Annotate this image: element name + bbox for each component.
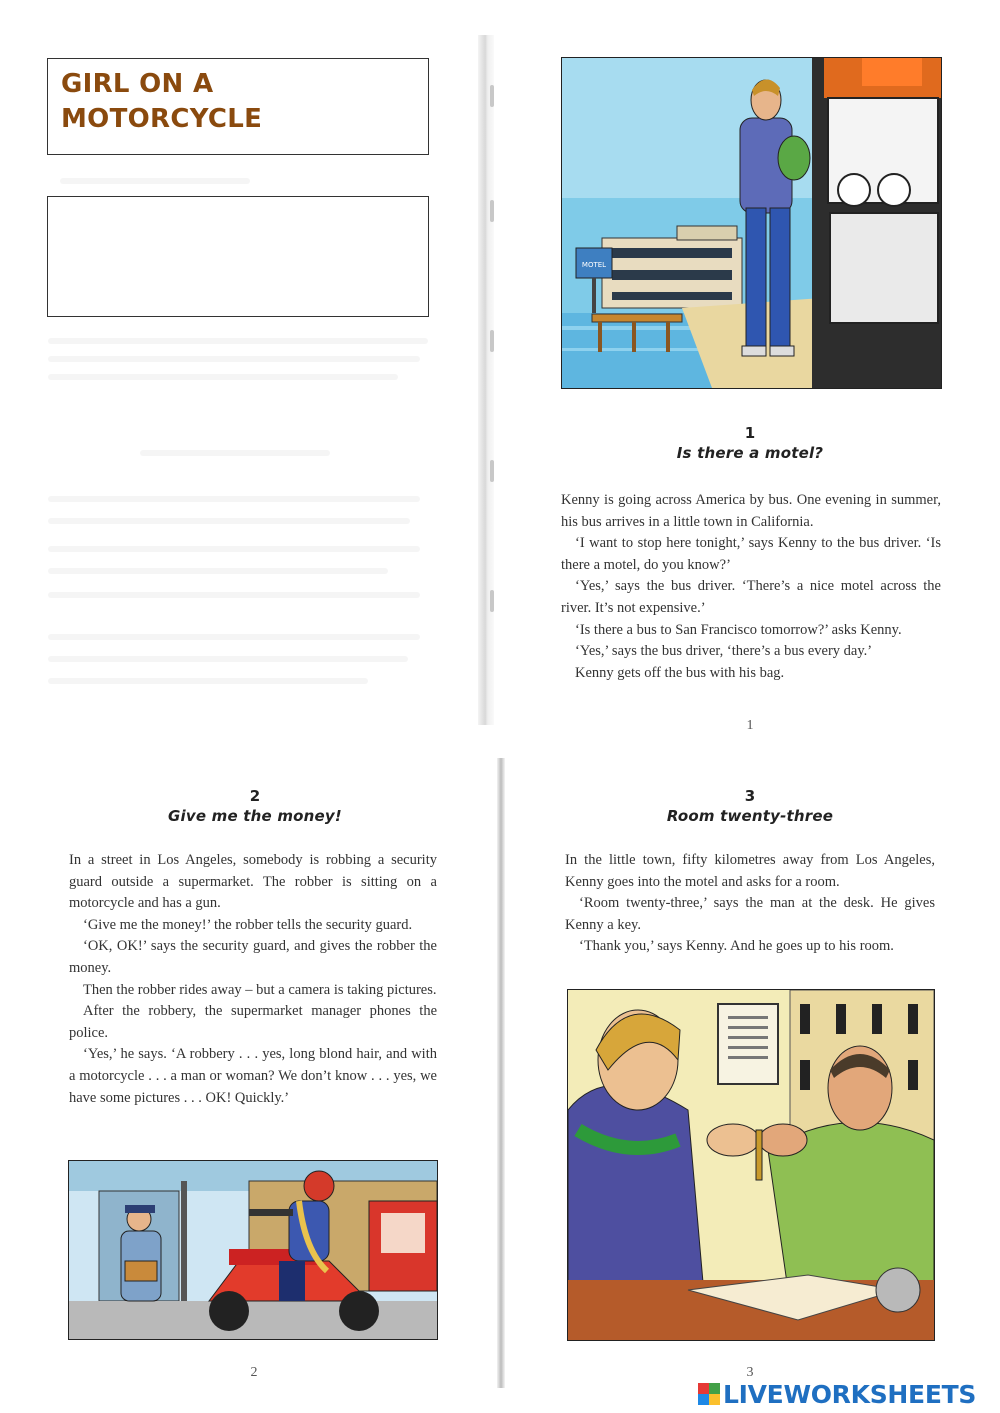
paragraph: ‘OK, OK!’ says the security guard, and gives the robber the money. — [69, 938, 437, 976]
chapter-1-text — [561, 490, 941, 684]
paragraph: Then the robber rides away – but a camera is taking pictures. — [83, 981, 437, 998]
answer-box[interactable] — [47, 196, 429, 317]
binding-stitch — [490, 200, 494, 222]
paragraph: ‘Give me the money!’ the robber tells the security guard. — [83, 916, 413, 933]
chapter-1-title: Is there a motel? — [676, 444, 824, 462]
motel-sign-text: MOTEL — [581, 261, 607, 269]
chapter-2-number: 2 — [249, 787, 261, 805]
page-number: 1 — [746, 718, 754, 733]
chapter-1-number: 1 — [744, 424, 756, 442]
chapter-3-text — [565, 850, 935, 958]
page-number: 3 — [746, 1365, 754, 1380]
paragraph: After the robbery, the supermarket manager phones the police. — [69, 1003, 437, 1041]
illustration-robbery — [68, 1160, 438, 1340]
paragraph: ‘Is there a bus to San Francisco tomorrow?’ asks Kenny. — [575, 621, 902, 638]
paragraph: In a street in Los Angeles, somebody is robbing a security guard outside a supermarket. The robber is sitting on a motorcycle and has a gun. — [69, 852, 437, 912]
paragraph: ‘Room twenty-three,’ says the man at the desk. He gives Kenny a key. — [565, 895, 935, 933]
binding-stitch — [490, 590, 494, 612]
paragraph: ‘I want to stop here tonight,’ says Kenny to the bus driver. ‘Is there a motel, do you know?’ — [561, 535, 941, 573]
illustration-motel-desk — [567, 989, 935, 1341]
paragraph: ‘Yes,’ says the bus driver. ‘There’s a nice motel across the river. It’s not expensive.’ — [561, 578, 941, 616]
chapter-3-title: Room twenty-three — [666, 807, 834, 825]
liveworksheets-logo[interactable] — [698, 1380, 994, 1408]
chapter-2-text — [69, 850, 437, 1109]
title-box — [47, 58, 429, 155]
binding-stitch — [490, 85, 494, 107]
paragraph: Kenny gets off the bus with his bag. — [575, 664, 785, 681]
paragraph: ‘Yes,’ he says. ‘A robbery . . . yes, long blond hair, and with a motorcycle . . . a man or woman? We don’t know . . . yes, we have some pictures . . . OK! Quickly.’ — [69, 1046, 437, 1106]
page-gutter — [478, 35, 494, 725]
page-gutter — [497, 758, 505, 1388]
worksheet-title: GIRL ON A MOTORCYCLE — [61, 69, 263, 134]
illustration-kenny-bus — [561, 57, 942, 389]
paragraph: ‘Thank you,’ says Kenny. And he goes up to his room. — [579, 938, 894, 955]
chapter-2-title: Give me the money! — [168, 807, 342, 825]
logo-text: LIVEWORKSHEETS — [723, 1379, 977, 1409]
paragraph: Kenny is going across America by bus. One evening in summer, his bus arrives in a little town in California. — [561, 492, 941, 530]
paragraph: In the little town, fifty kilometres away from Los Angeles, Kenny goes into the motel and asks for a room. — [565, 852, 935, 890]
paragraph: ‘Yes,’ says the bus driver, ‘there’s a bus every day.’ — [575, 643, 873, 660]
binding-stitch — [490, 330, 494, 352]
logo-mark-icon — [698, 1383, 720, 1405]
page-number: 2 — [250, 1365, 258, 1380]
binding-stitch — [490, 460, 494, 482]
chapter-3-number: 3 — [744, 787, 756, 805]
